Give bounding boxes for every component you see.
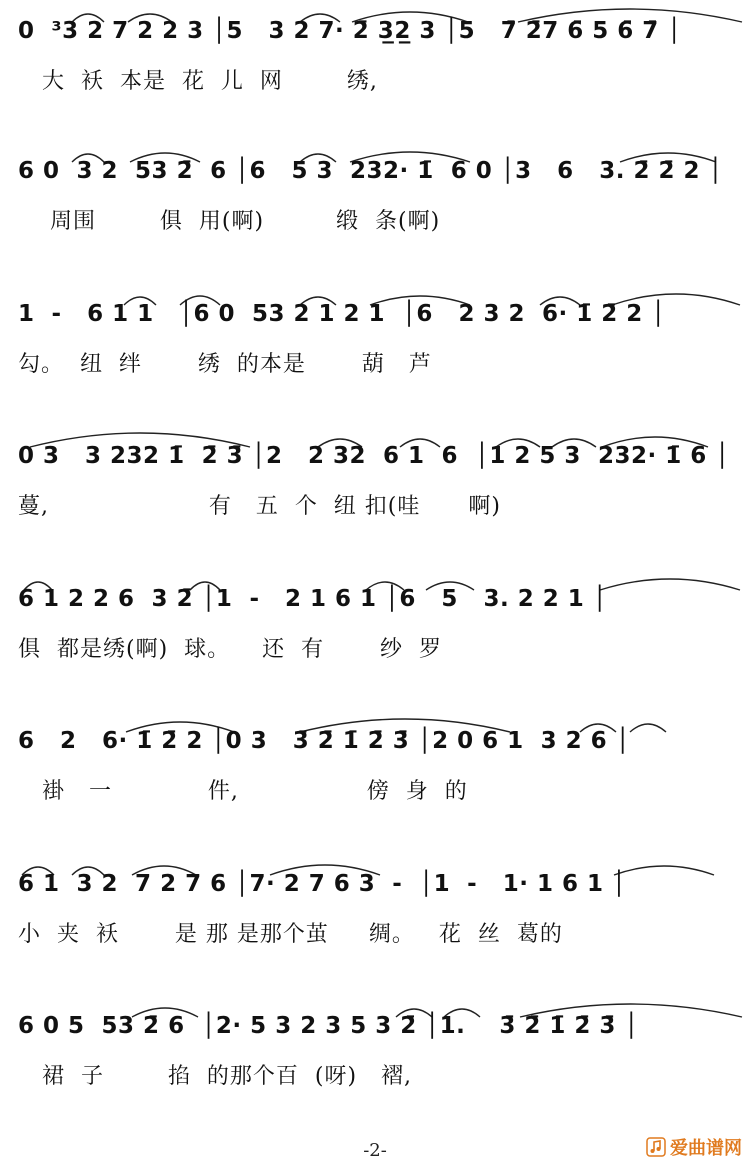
watermark-text: 爱曲谱网 xyxy=(670,1138,742,1159)
score-system-2 xyxy=(0,140,750,290)
score-system-1 xyxy=(0,0,750,150)
notation-line: 6 0 5 53 2̄ 6 │2· 5 3 2 3 5 3 2̄ │1. 3̄ 2̄ 1̄ 2̄ 3̄ │ xyxy=(18,1013,639,1039)
notation-line: 6 0 3 2 53 2̄ 6 │6 5 3 232· 1̄ 6 0 │3 6 3. 2̄ 2̄ 2 │ xyxy=(18,158,723,184)
notation-line: 0 3 3 232 1̄ 2̄ 3̄ │2 2 32 6 1 6 │1 2 5 3 232· 1̄ 6 │ xyxy=(18,443,730,469)
lyric-line: 勾。 纽 绊 绣 的本是 葫 芦 xyxy=(18,352,432,377)
score-system-7 xyxy=(0,853,750,1003)
lyric-line: 大 袄 本是 花 儿 网 绣, xyxy=(18,69,378,94)
lyric-line: 蔓, 有 五 个 纽 扣(哇 啊) xyxy=(18,494,501,519)
lyric-line: 小 夹 袄 是 那 是那个茧 绸。 花 丝 葛的 xyxy=(18,922,563,947)
notation-line: 1 - 6 1 1 │6 0 53 2 1 2 1 │6 2 3 2 6· 1̄ 2̄ 2 │ xyxy=(18,301,666,327)
notation-line: 6 1 3 2 7 2 7 6 │7· 2 7 6 3 - │1 - 1· 1 6 1 │ xyxy=(18,871,627,897)
notation-line: 0 ³3 2 7 2 2 3 │5 3 2 7· 2̄ 3̲2̲ 3 │5 7̄ 2̄7 6̄ 5 6̄ 7̄ │ xyxy=(18,18,682,44)
score-system-8 xyxy=(0,995,750,1145)
score-system-3 xyxy=(0,283,750,433)
lyric-line: 周围 俱 用(啊) 缎 条(啊) xyxy=(18,209,441,234)
lyric-line: 裙 子 掐 的那个百 (呀) 褶, xyxy=(18,1064,413,1089)
page-number: -2- xyxy=(363,1140,387,1161)
music-note-icon xyxy=(646,1137,666,1157)
score-system-5 xyxy=(0,568,750,718)
site-watermark xyxy=(646,1134,742,1160)
notation-line: 6 2 6· 1̄ 2̄ 2 │0 3 3̄ 2̄ 1̄ 2̄ 3̄ │2 0 6 1 3 2 6 │ xyxy=(18,728,631,754)
lyric-line: 俱 都是绣(啊) 球。 还 有 纱 罗 xyxy=(18,637,443,662)
lyric-line: 褂 一 件, 傍 身 的 xyxy=(18,779,468,804)
score-system-4 xyxy=(0,425,750,575)
notation-line: 6 1 2 2 6 3 2̄ │1 - 2 1 6 1 │6 5 3. 2 2 1 │ xyxy=(18,586,608,612)
score-system-6 xyxy=(0,710,750,860)
